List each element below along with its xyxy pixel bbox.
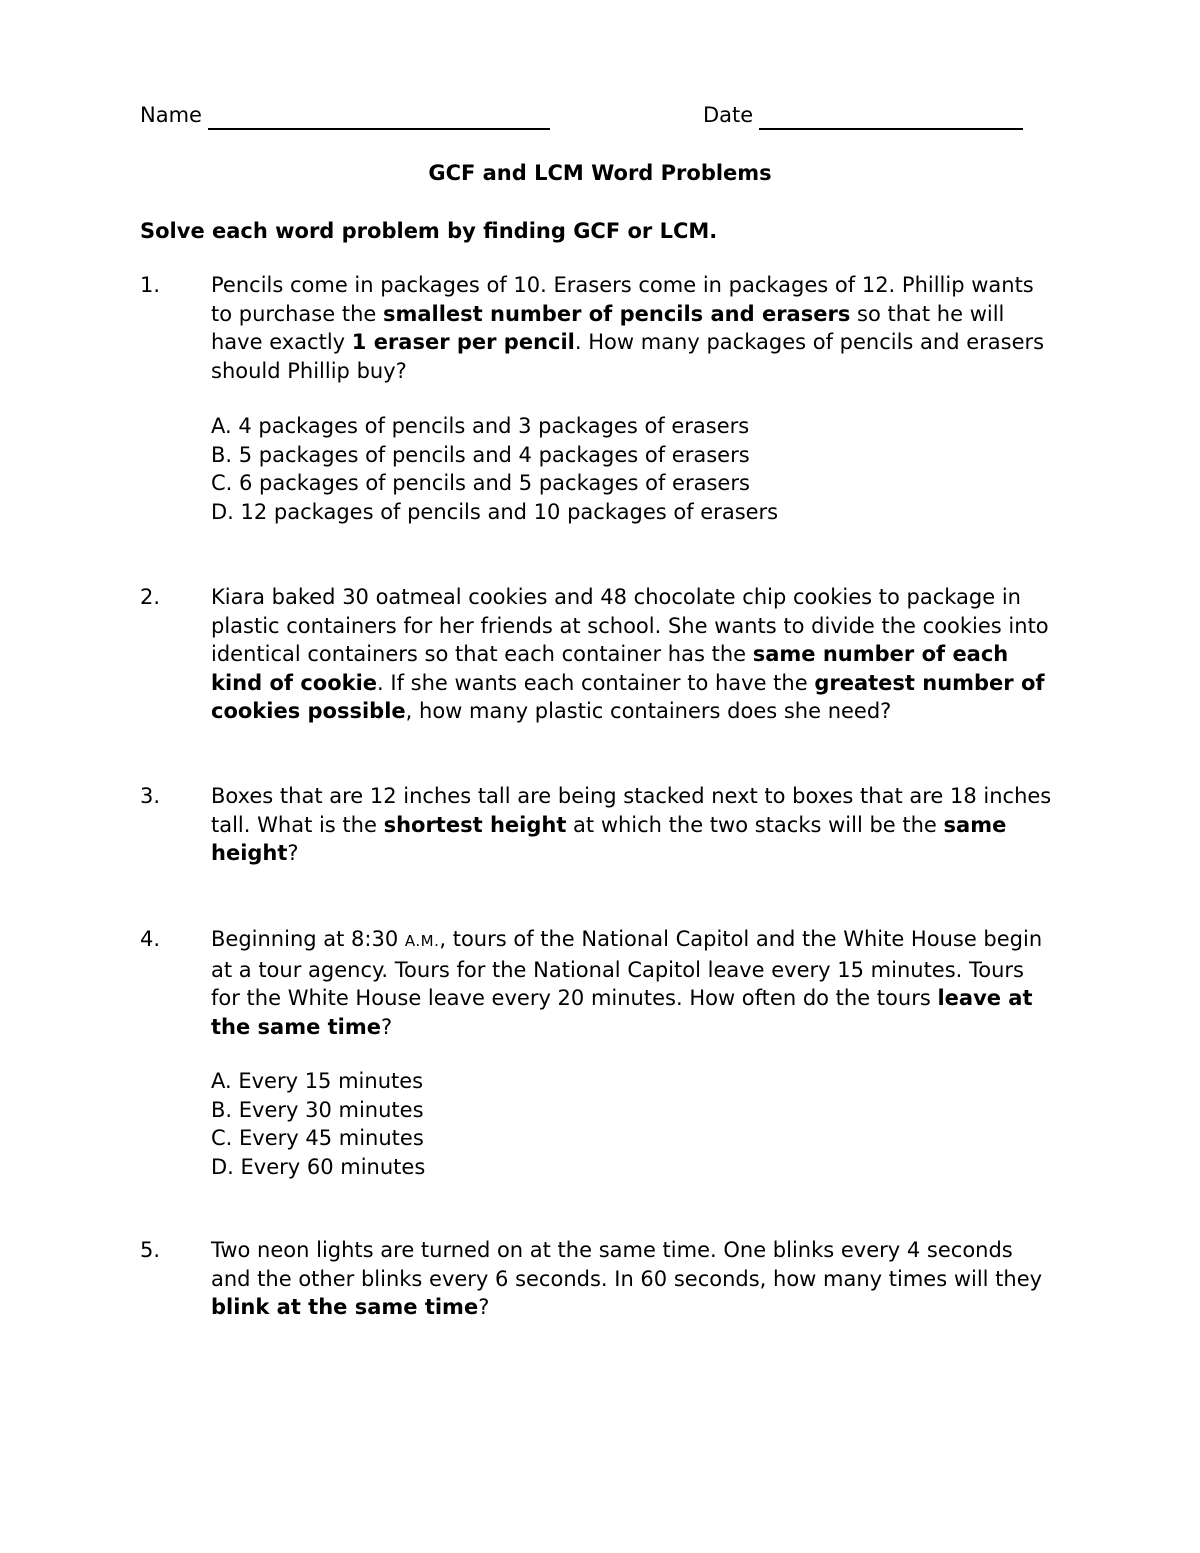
problem-text-segment: Pencils come in packages of 10. Erasers come in packages of 12. Phillip wants to purchase the xyxy=(211,273,1034,326)
name-label: Name xyxy=(140,103,202,127)
header-row xyxy=(140,100,1060,130)
answer-choices xyxy=(211,412,1057,526)
instructions: Solve each word problem by finding GCF or LCM. xyxy=(140,219,718,243)
problem-text xyxy=(211,1236,1057,1322)
name-field-block xyxy=(140,100,550,130)
problem-text-segment: . How many packages of pencils and erasers should Phillip buy? xyxy=(211,330,1045,383)
problem-text-segment: Kiara baked 30 oatmeal cookies and 48 chocolate chip cookies to package in plastic containers for her friends at school. She wants to divide the cookies into identical containers so that each container has the xyxy=(211,585,1049,666)
emphasized-text: smallest number of pencils and erasers xyxy=(382,301,851,326)
problem-text-segment: , tours of the National Capitol and the White House begin at a tour agency. Tours for the National Capitol leave every 15 minutes. Tours for the White House leave every 20 minutes. How often do the tours xyxy=(211,927,1043,1010)
problem-text-segment: . If she wants each container to have the xyxy=(377,670,815,695)
problem-number: 4. xyxy=(140,927,161,951)
problem-text-segment: Two neon lights are turned on at the same time. One blinks every 4 seconds and the other blinks every 6 seconds. In 60 seconds, how many times will they xyxy=(211,1238,1043,1291)
problem-text-segment: ? xyxy=(478,1295,490,1319)
problem-number: 2. xyxy=(140,585,161,609)
problem-text xyxy=(211,583,1057,726)
answer-choice: B. Every 30 minutes xyxy=(211,1097,424,1122)
answer-choice: A. 4 packages of pencils and 3 packages of erasers xyxy=(211,414,750,438)
emphasized-text: blink at the same time xyxy=(211,1295,479,1319)
problem-number: 1. xyxy=(140,273,161,297)
answer-choice: B. 5 packages of pencils and 4 packages of erasers xyxy=(211,442,750,467)
answer-choice: D. 12 packages of pencils and 10 packages of erasers xyxy=(211,499,779,524)
problem-text-segment: ? xyxy=(287,841,299,865)
problem-text xyxy=(211,925,1057,1041)
problem-text-segment: ? xyxy=(381,1014,393,1039)
answer-choices xyxy=(211,1067,1057,1181)
emphasized-text: greatest number of cookies possible xyxy=(211,670,1045,723)
problem-text-segment: , how many plastic containers does she need? xyxy=(405,699,892,723)
problem-text xyxy=(211,782,1057,868)
problem-text-segment: at which the two stacks will be the xyxy=(566,812,944,837)
answer-choice: A. Every 15 minutes xyxy=(211,1069,424,1093)
emphasized-text: shortest height xyxy=(383,812,567,837)
problem-text-segment: A.M. xyxy=(404,932,440,950)
date-label: Date xyxy=(703,103,754,127)
problem-number: 3. xyxy=(140,784,161,808)
emphasized-text: same number of each kind of cookie xyxy=(211,642,1009,695)
problem-text-segment: Beginning at 8:30 xyxy=(211,927,405,951)
answer-choice: C. 6 packages of pencils and 5 packages of erasers xyxy=(211,471,750,495)
problem-number: 5. xyxy=(140,1238,161,1262)
worksheet-title: GCF and LCM Word Problems xyxy=(428,161,772,185)
problem-text-segment: so that he will have exactly xyxy=(211,301,1005,354)
emphasized-text: leave at the same time xyxy=(211,986,1033,1039)
answer-choice: C. Every 45 minutes xyxy=(211,1126,424,1150)
emphasized-text: same height xyxy=(211,812,1007,865)
emphasized-text: 1 eraser per pencil xyxy=(351,330,575,354)
date-blank-line xyxy=(759,106,1023,130)
problem-text-segment: Boxes that are 12 inches tall are being stacked next to boxes that are 18 inches tall. What is the xyxy=(211,784,1052,837)
answer-choice: D. Every 60 minutes xyxy=(211,1154,426,1179)
problem-text xyxy=(211,271,1057,385)
name-blank-line xyxy=(208,106,550,130)
date-field-block xyxy=(703,100,1023,130)
